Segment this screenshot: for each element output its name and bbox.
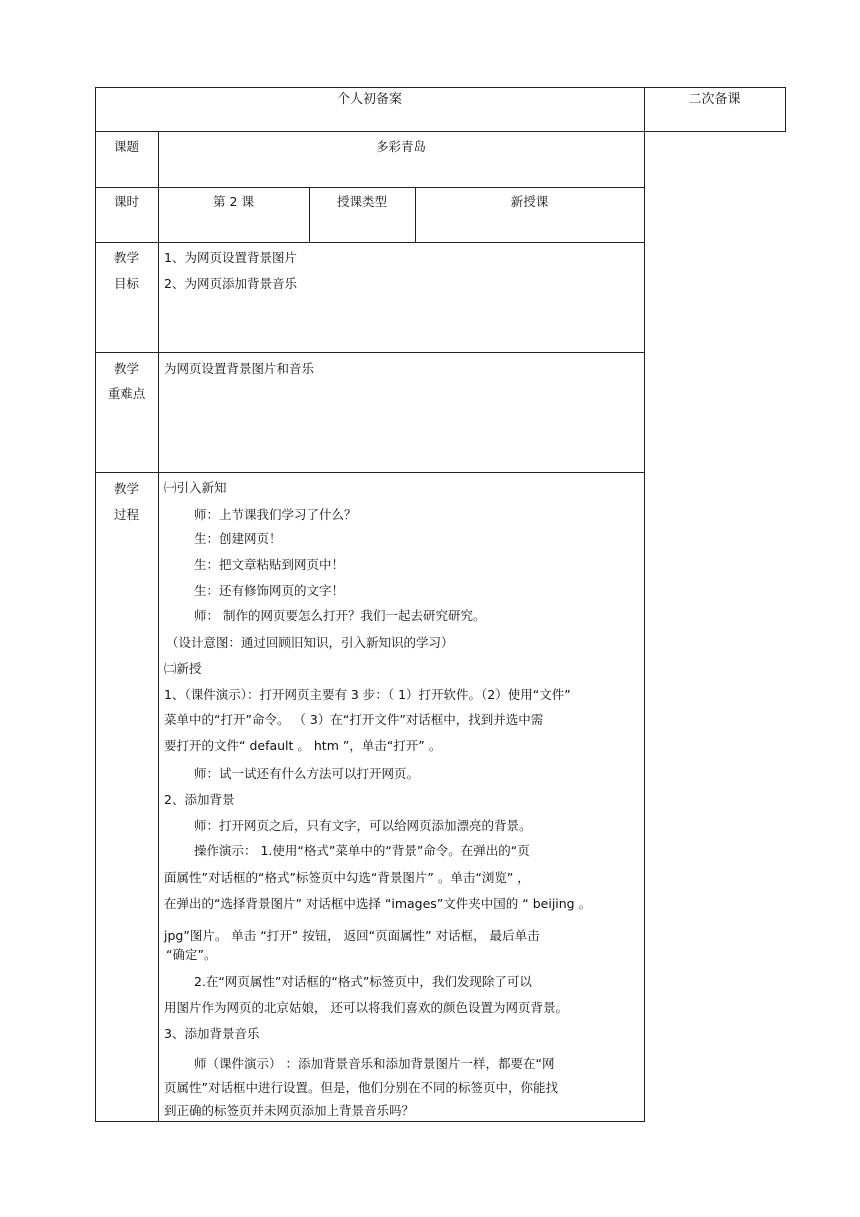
header-bottom-border [95,131,786,132]
second-plan-header: 二次备课 [688,92,741,107]
process-line: 到正确的标签页并未网页添加上背景音乐吗？ [164,1103,415,1118]
topic-value: 多彩青岛 [375,139,426,154]
key-value: 为网页设置背景图片和音乐 [164,361,315,376]
process-line: 要打开的文件“ default 。 htm ”，单击“打开” 。 [164,738,442,753]
table-right-border [785,87,786,131]
table-top-border [95,87,786,88]
process-line: 1、（课件演示）：打开网页主要有 3 步：（ 1）打开软件。（2）使用“文件” [164,687,571,702]
key-row-bottom-border [95,472,645,473]
process-line: 师： 制作的网页要怎么打开？我们一起去研究研究。 [194,608,486,623]
table-bottom-border [95,1121,645,1122]
process-line: 菜单中的“打开”命令。 （ 3）在“打开文件”对话框中，找到并选中需 [164,712,544,727]
process-line: 2.在“网页属性”对话框的“格式”标签页中，我们发现除了可以 [194,974,532,989]
process-line: ㈡新授 [164,661,202,676]
topic-row-bottom-border [95,187,645,188]
process-line: 在弹出的“选择背景图片” 对话框中选择 “images”文件夹中国的 “ beijing 。 [164,896,592,911]
process-label-line2: 过程 [113,507,139,522]
process-line: jpg”图片。 单击 “打开” 按钮， 返回“页面属性” 对话框， 最后单击 [164,928,540,943]
goal-label-line1: 教学 [113,250,139,265]
table-left-border [95,87,96,1122]
topic-label: 课题 [113,139,139,154]
period-value: 第 2 课 [213,194,254,209]
personal-plan-header: 个人初备案 [336,92,402,107]
process-label-line1: 教学 [113,481,139,496]
process-line: 师：试一试还有什么方法可以打开网页。 [194,766,420,781]
process-line: 2、添加背景 [164,792,235,807]
process-line: 操作演示： 1.使用“格式”菜单中的“背景”命令。在弹出的“页 [194,843,530,858]
process-line: 面属性”对话框的“格式”标签页中勾选“背景图片” 。单击“浏览” ， [164,870,530,885]
process-line: 用图片作为网页的北京姑娘， 还可以将我们喜欢的颜色设置为网页背景。 [164,1000,568,1015]
goal-row-bottom-border [95,352,645,353]
process-line: 3、添加背景音乐 [164,1026,260,1041]
process-line: 师：打开网页之后，只有文字，可以给网页添加漂亮的背景。 [194,818,532,833]
label-column-border [158,131,159,1122]
goal-item: 2、为网页添加背景音乐 [164,276,297,291]
process-line: 生：还有修饰网页的文字！ [194,583,345,598]
key-label-line2: 重难点 [107,386,146,401]
process-line: （设计意图：通过回顾旧知识，引入新知识的学习） [166,635,454,650]
process-line: “确定”。 [166,947,217,962]
process-line: 页属性”对话框中进行设置。但是，他们分别在不同的标签页中，你能找 [164,1080,558,1095]
type-value: 新授课 [510,194,549,209]
type-label: 授课类型 [336,194,387,209]
process-line: 师：上节课我们学习了什么？ [194,507,357,522]
second-plan-column-border [644,87,645,1122]
goal-label-line2: 目标 [113,276,139,291]
period-label: 课时 [113,194,139,209]
period-row-bottom-border [95,242,645,243]
goal-item: 1、为网页设置背景图片 [164,250,297,265]
process-line: ㈠引入新知 [164,480,227,495]
process-line: 生：把文章粘贴到网页中！ [194,557,345,572]
key-label-line1: 教学 [113,361,139,376]
process-line: 生：创建网页！ [194,531,282,546]
process-line: 师（课件演示） ：添加背景音乐和添加背景图片一样，都要在“网 [194,1056,555,1071]
